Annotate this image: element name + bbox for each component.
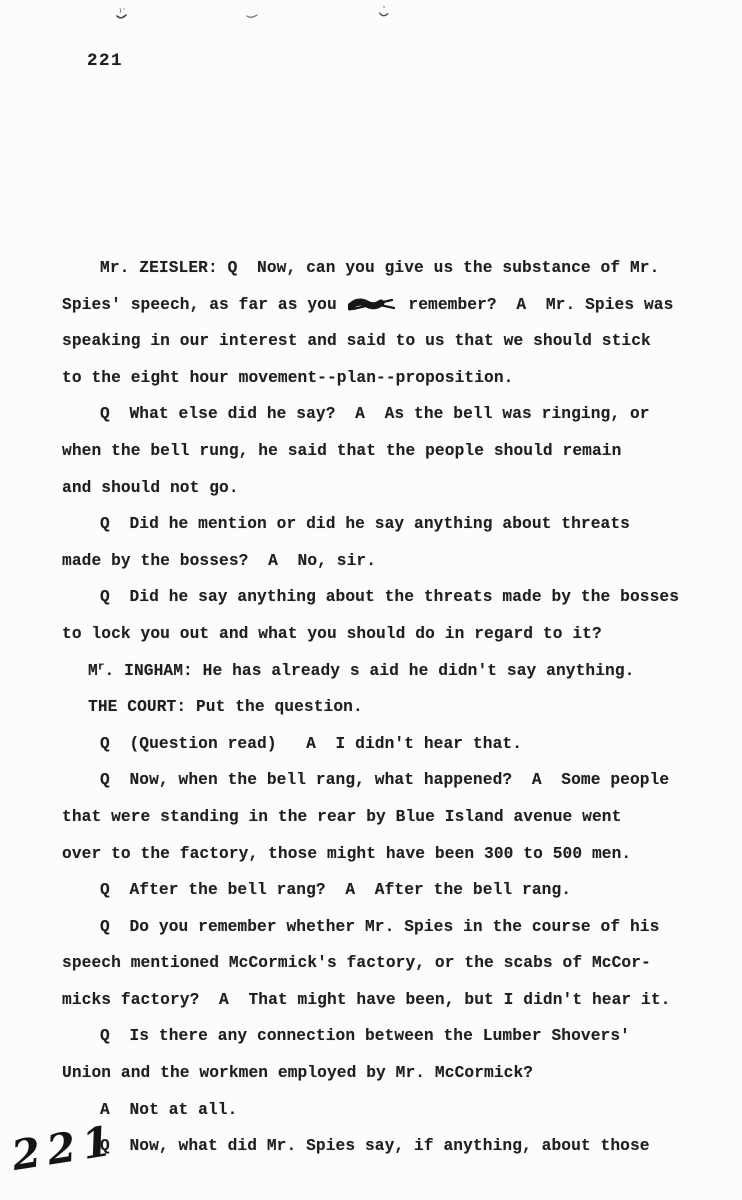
transcript-line: made by the bosses? A No, sir.	[62, 551, 377, 570]
page-number: 221	[87, 51, 124, 71]
transcript-line: speaking in our interest and said to us that we should stick	[62, 332, 651, 351]
transcript-line: when the bell rung, he said that the people should remain	[62, 441, 622, 460]
ink-smudge-icon	[245, 11, 259, 21]
transcript-line: Mr. ZEISLER: Q Now, can you give us the substance of Mr.	[100, 259, 660, 277]
transcript-line: Q Is there any connection between the Lumber Shovers'	[100, 1027, 630, 1046]
transcript-line: speech mentioned McCormick's factory, or the scabs of McCor-	[62, 954, 651, 973]
transcript-line: Q Did he mention or did he say anything about threats	[100, 515, 630, 534]
transcript-line: Q Now, when the bell rang, what happened? A Some people	[100, 771, 670, 790]
transcript-line: THE COURT: Put the question.	[88, 698, 363, 717]
transcript-line: A Not at all.	[100, 1100, 238, 1119]
transcript-line: Q Now, what did Mr. Spies say, if anything, about those	[100, 1137, 650, 1156]
transcript-line: Union and the workmen employed by Mr. McCormick?	[62, 1064, 534, 1083]
transcript-body	[62, 250, 702, 1165]
transcript-line: Q After the bell rang? A After the bell rang.	[100, 881, 572, 900]
superscript-char: r	[97, 661, 105, 674]
transcript-line: to lock you out and what you should do in regard to it?	[62, 624, 602, 643]
transcript-line: to the eight hour movement--plan--proposition.	[62, 368, 514, 387]
handwritten-page-number: 221	[8, 1115, 122, 1180]
transcript-line: over to the factory, those might have been 300 to 500 men.	[62, 844, 632, 863]
transcript-line: micks factory? A That might have been, but I didn't hear it.	[62, 990, 671, 1009]
ink-smudge-icon	[114, 5, 130, 21]
transcript-line: that were standing in the rear by Blue Island avenue went	[62, 807, 622, 826]
transcript-line: Q Did he say anything about the threats made by the bosses	[100, 588, 680, 607]
transcript-line: Spies' speech, as far as you remember? A Mr. Spies was	[62, 295, 674, 314]
transcript-line: Q What else did he say? A As the bell was ringing, or	[100, 405, 650, 424]
transcript-line: and should not go.	[62, 478, 239, 497]
transcript-line: Q (Question read) A I didn't hear that.	[100, 734, 523, 753]
ink-smudge-icon	[375, 3, 394, 22]
transcript-line: $M^r$. INGHAM: He has already s aid he didn't say anything.	[88, 661, 635, 680]
transcript-line: Q Do you remember whether Mr. Spies in the course of his	[100, 917, 660, 936]
inked-out-word-icon	[348, 296, 398, 312]
